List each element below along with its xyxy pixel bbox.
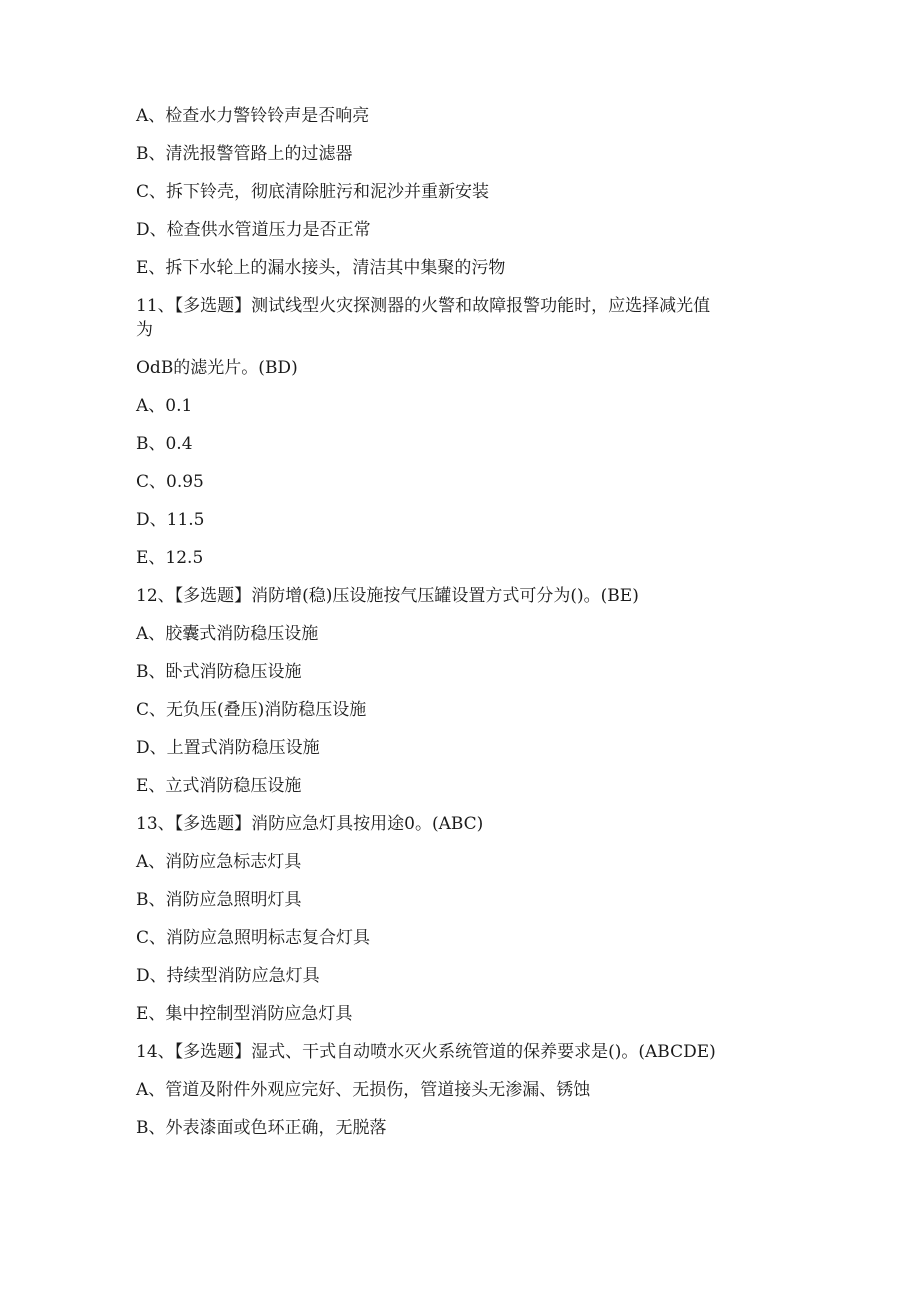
option-line: A、0.1 xyxy=(136,396,193,416)
option-line: B、消防应急照明灯具 xyxy=(136,890,302,910)
option-line: E、拆下水轮上的漏水接头，清洁其中集聚的污物 xyxy=(136,258,506,278)
option-line: B、清洗报警管路上的过滤器 xyxy=(136,144,353,164)
option-line: A、检查水力警铃铃声是否响亮 xyxy=(136,106,370,126)
option-line: C、消防应急照明标志复合灯具 xyxy=(136,928,371,948)
option-line: C、无负压(叠压)消防稳压设施 xyxy=(136,700,367,720)
question-line: OdB的滤光片。(BD) xyxy=(136,358,298,378)
question-line: 11、【多选题】测试线型火灾探测器的火警和故障报警功能时，应选择减光值 xyxy=(136,296,711,316)
option-line: C、拆下铃壳，彻底清除脏污和泥沙并重新安装 xyxy=(136,182,490,202)
option-line: E、立式消防稳压设施 xyxy=(136,776,302,796)
option-line: B、卧式消防稳压设施 xyxy=(136,662,302,682)
option-line: D、检查供水管道压力是否正常 xyxy=(136,220,371,240)
option-line: D、11.5 xyxy=(136,510,205,530)
option-line: B、0.4 xyxy=(136,434,193,454)
question-line: 12、【多选题】消防增(稳)压设施按气压罐设置方式可分为()。(BE) xyxy=(136,586,639,606)
option-line: D、上置式消防稳压设施 xyxy=(136,738,320,758)
option-line: C、0.95 xyxy=(136,472,204,492)
question-line: 14、【多选题】湿式、干式自动喷水灭火系统管道的保养要求是()。(ABCDE) xyxy=(136,1042,716,1062)
option-line: E、12.5 xyxy=(136,548,204,568)
option-line: D、持续型消防应急灯具 xyxy=(136,966,320,986)
option-line: E、集中控制型消防应急灯具 xyxy=(136,1004,353,1024)
option-line: A、胶囊式消防稳压设施 xyxy=(136,624,319,644)
question-line: 为 xyxy=(136,320,153,340)
option-line: A、消防应急标志灯具 xyxy=(136,852,302,872)
option-line: A、管道及附件外观应完好、无损伤，管道接头无渗漏、锈蚀 xyxy=(136,1080,591,1100)
question-line: 13、【多选题】消防应急灯具按用途0。(ABC) xyxy=(136,814,484,834)
option-line: B、外表漆面或色环正确，无脱落 xyxy=(136,1118,387,1138)
